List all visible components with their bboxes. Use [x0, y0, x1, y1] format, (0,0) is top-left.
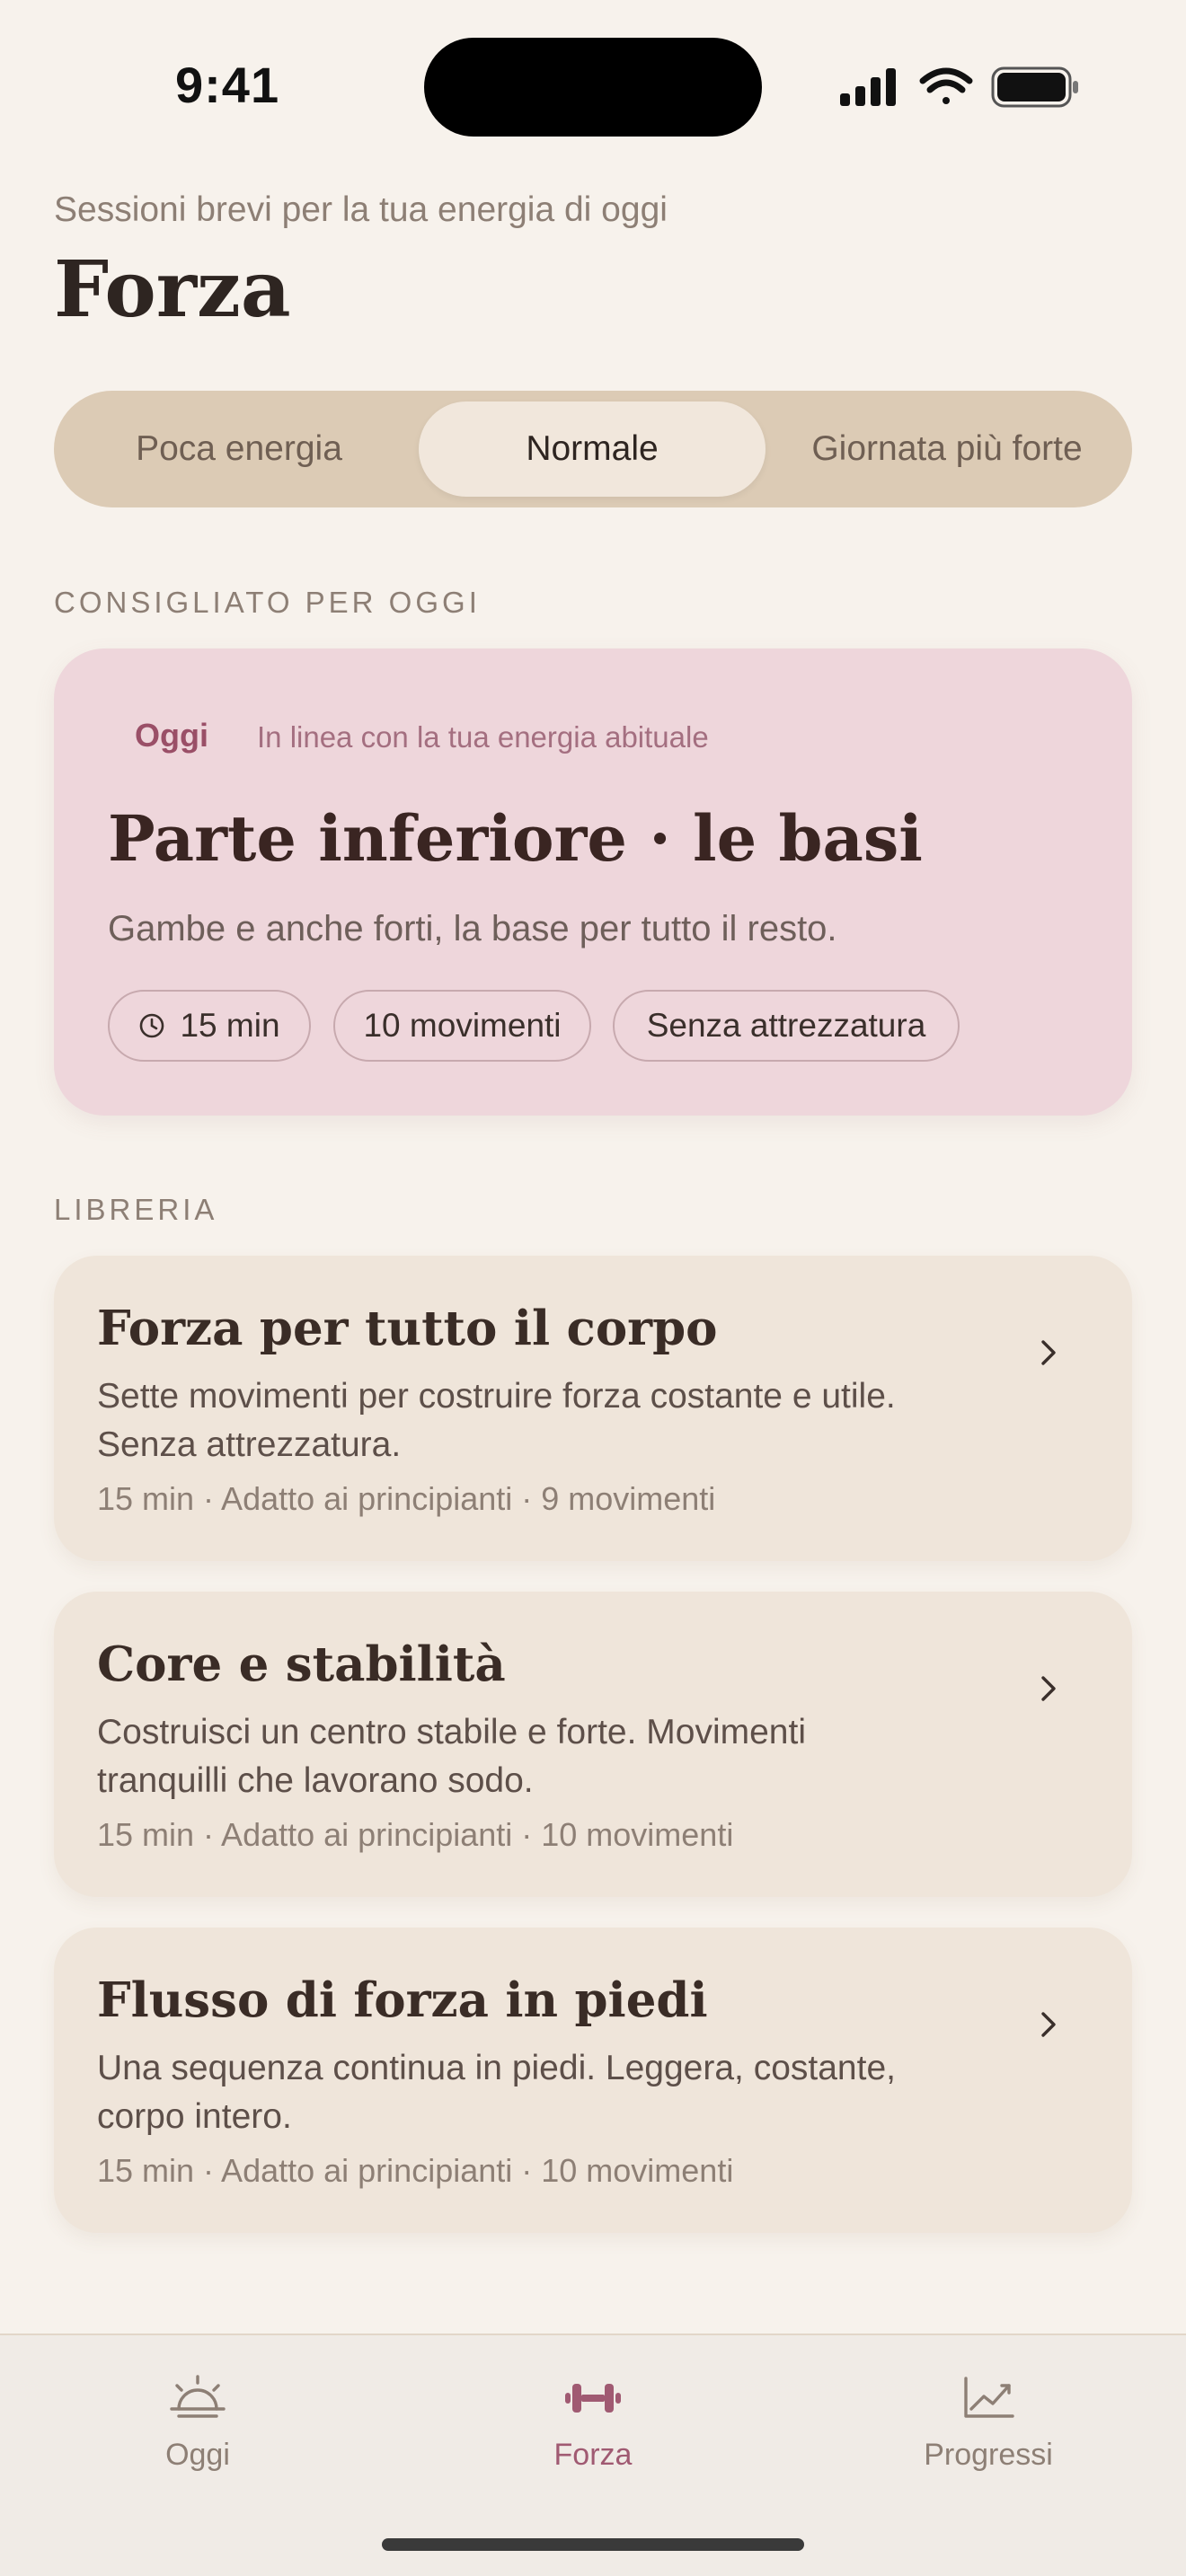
- wifi-icon: [923, 71, 969, 104]
- sunrise-icon: [166, 2371, 229, 2425]
- library-card[interactable]: [54, 1592, 1132, 1897]
- library-card-meta: 15 min · Adatto ai principianti · 9 movimenti: [97, 1480, 716, 1517]
- featured-description: Gambe e anche forti, la base per tutto il resto.: [108, 909, 837, 948]
- library-card-title: Forza per tutto il corpo: [97, 1301, 718, 1356]
- chevron-right-icon: [1035, 1669, 1062, 1708]
- chart-line-icon: [957, 2371, 1020, 2425]
- segment-poca-energia[interactable]: Poca energia: [136, 429, 342, 468]
- tab-forza[interactable]: [485, 2371, 701, 2473]
- duration-chip-label: 15 min: [180, 1007, 280, 1044]
- library-card-title: Core e stabilità: [97, 1636, 506, 1692]
- energy-segmented-control: [54, 391, 1132, 507]
- tab-progressi[interactable]: [881, 2371, 1096, 2473]
- today-badge: Oggi: [135, 717, 208, 754]
- cellular-signal-icon: [840, 68, 896, 106]
- featured-title: Parte inferiore · le basi: [108, 801, 923, 876]
- chevron-right-icon: [1035, 1333, 1062, 1372]
- clock-icon: [138, 1012, 165, 1039]
- segment-giornata-piu-forte[interactable]: Giornata più forte: [811, 429, 1083, 468]
- library-card-description: Sette movimenti per costruire forza costante e utile. Senza attrezzatura.: [97, 1377, 896, 1464]
- segment-normale[interactable]: Normale: [419, 401, 766, 497]
- section-label-library: LIBRERIA: [54, 1193, 218, 1226]
- status-time: 9:41: [175, 57, 280, 113]
- library-card-title: Flusso di forza in piedi: [97, 1972, 708, 2028]
- library-card-description: Una sequenza continua in piedi. Leggera, costante, corpo intero.: [97, 2049, 896, 2136]
- home-indicator[interactable]: [382, 2538, 804, 2551]
- dumbbell-icon: [562, 2371, 624, 2425]
- library-card[interactable]: [54, 1256, 1132, 1561]
- library-card[interactable]: [54, 1928, 1132, 2233]
- status-icons: [840, 65, 1083, 110]
- battery-icon: [993, 68, 1078, 106]
- chevron-right-icon: [1035, 2005, 1062, 2044]
- featured-workout-card[interactable]: [54, 648, 1132, 1116]
- library-card-description: Costruisci un centro stabile e forte. Movimenti tranquilli che lavorano sodo.: [97, 1713, 806, 1800]
- page-subtitle: Sessioni brevi per la tua energia di oggi: [54, 190, 668, 229]
- energy-note: In linea con la tua energia abituale: [257, 720, 709, 754]
- tab-progressi-label: Progressi: [924, 2438, 1053, 2472]
- duration-chip: [108, 990, 311, 1062]
- status-bar: [0, 0, 1186, 171]
- page-title: Forza: [54, 244, 291, 335]
- section-label-recommended: CONSIGLIATO PER OGGI: [54, 586, 481, 619]
- tab-oggi-label: Oggi: [165, 2438, 230, 2472]
- dynamic-island: [424, 38, 762, 137]
- tab-forza-label: Forza: [553, 2438, 633, 2472]
- tab-oggi[interactable]: [90, 2371, 305, 2473]
- library-card-meta: 15 min · Adatto ai principianti · 10 movimenti: [97, 2152, 734, 2189]
- movements-chip: 10 movimenti: [333, 990, 591, 1062]
- library-card-meta: 15 min · Adatto ai principianti · 10 movimenti: [97, 1816, 734, 1853]
- equipment-chip: Senza attrezzatura: [613, 990, 960, 1062]
